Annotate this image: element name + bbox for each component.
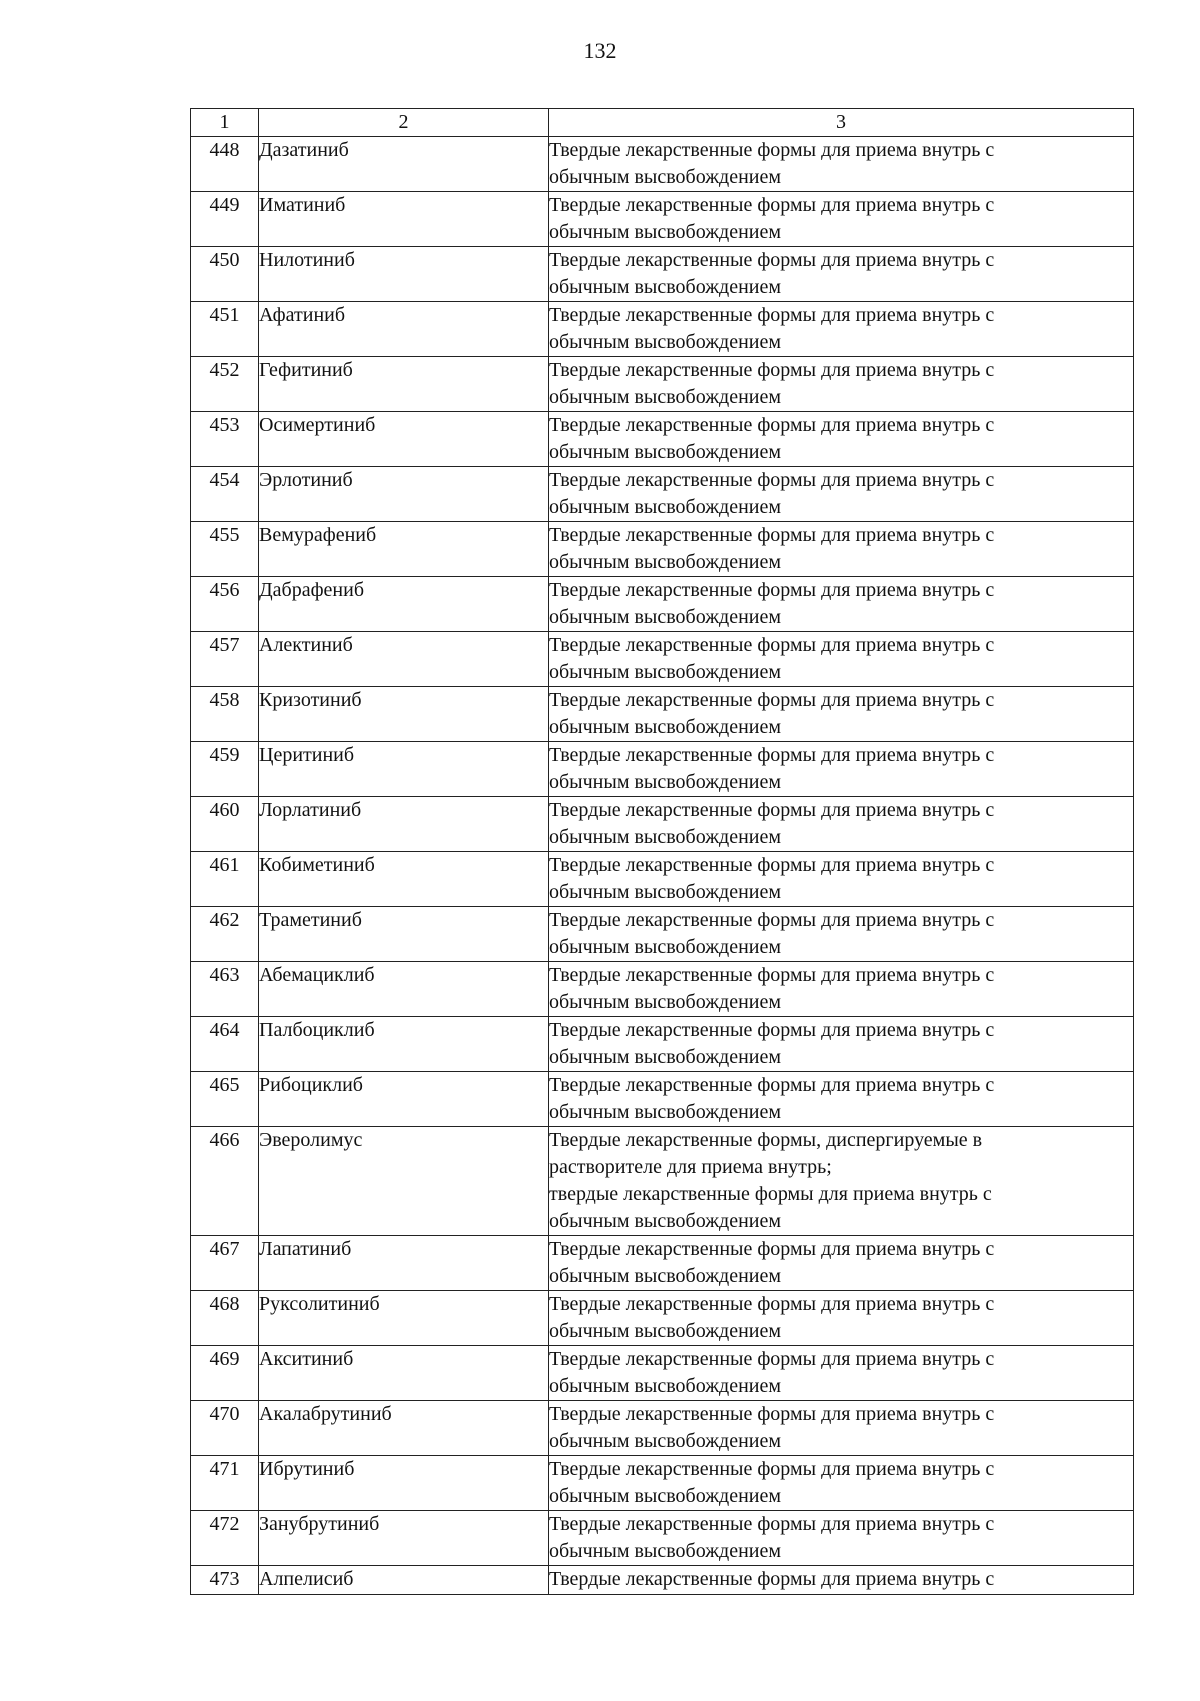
- row-number-cell: 460: [191, 797, 259, 852]
- dosage-form-cell: Твердые лекарственные формы для приема внутрь с: [549, 1566, 1134, 1595]
- table-row: [191, 1291, 1134, 1346]
- drug-name-cell: Лапатиниб: [259, 1236, 549, 1291]
- dosage-form-cell: Твердые лекарственные формы для приема внутрь с обычным высвобождением: [549, 742, 1134, 797]
- dosage-form-cell: Твердые лекарственные формы для приема внутрь с обычным высвобождением: [549, 1236, 1134, 1291]
- dosage-form-cell: Твердые лекарственные формы для приема внутрь с обычным высвобождением: [549, 302, 1134, 357]
- drug-name-cell: Ибрутиниб: [259, 1456, 549, 1511]
- dosage-form-cell: Твердые лекарственные формы для приема внутрь с обычным высвобождением: [549, 412, 1134, 467]
- row-number-cell: 456: [191, 577, 259, 632]
- row-number-cell: 461: [191, 852, 259, 907]
- row-number-cell: 459: [191, 742, 259, 797]
- table-row: [191, 192, 1134, 247]
- drug-table: [190, 108, 1134, 1595]
- header-col-2: 2: [259, 109, 549, 137]
- dosage-form-cell: Твердые лекарственные формы для приема внутрь с обычным высвобождением: [549, 962, 1134, 1017]
- dosage-form-cell: Твердые лекарственные формы для приема внутрь с обычным высвобождением: [549, 1346, 1134, 1401]
- drug-name-cell: Церитиниб: [259, 742, 549, 797]
- drug-name-cell: Алектиниб: [259, 632, 549, 687]
- dosage-form-cell: Твердые лекарственные формы для приема внутрь с обычным высвобождением: [549, 192, 1134, 247]
- dosage-form-cell: Твердые лекарственные формы для приема внутрь с обычным высвобождением: [549, 577, 1134, 632]
- table-row: [191, 1511, 1134, 1566]
- dosage-form-cell: Твердые лекарственные формы для приема внутрь с обычным высвобождением: [549, 1017, 1134, 1072]
- row-number-cell: 453: [191, 412, 259, 467]
- table-row: [191, 1072, 1134, 1127]
- drug-name-cell: Траметиниб: [259, 907, 549, 962]
- dosage-form-cell: Твердые лекарственные формы для приема внутрь с обычным высвобождением: [549, 1456, 1134, 1511]
- row-number-cell: 454: [191, 467, 259, 522]
- page-number: 132: [583, 38, 617, 63]
- row-number-cell: 462: [191, 907, 259, 962]
- header-col-3: 3: [549, 109, 1134, 137]
- table-row: [191, 247, 1134, 302]
- table-header-row: [191, 109, 1134, 137]
- row-number-cell: 466: [191, 1127, 259, 1236]
- dosage-form-cell: Твердые лекарственные формы для приема внутрь с обычным высвобождением: [549, 797, 1134, 852]
- table-row: [191, 797, 1134, 852]
- dosage-form-cell: Твердые лекарственные формы для приема внутрь с обычным высвобождением: [549, 907, 1134, 962]
- drug-table-body: [191, 109, 1134, 1595]
- table-row: [191, 687, 1134, 742]
- row-number-cell: 450: [191, 247, 259, 302]
- table-row: [191, 742, 1134, 797]
- row-number-cell: 467: [191, 1236, 259, 1291]
- table-row: [191, 632, 1134, 687]
- table-row: [191, 1401, 1134, 1456]
- drug-name-cell: Афатиниб: [259, 302, 549, 357]
- row-number-cell: 448: [191, 137, 259, 192]
- drug-name-cell: Кризотиниб: [259, 687, 549, 742]
- row-number-cell: 449: [191, 192, 259, 247]
- drug-name-cell: Абемациклиб: [259, 962, 549, 1017]
- row-number-cell: 464: [191, 1017, 259, 1072]
- table-row: [191, 1236, 1134, 1291]
- dosage-form-cell: Твердые лекарственные формы для приема внутрь с обычным высвобождением: [549, 1072, 1134, 1127]
- drug-name-cell: Палбоциклиб: [259, 1017, 549, 1072]
- row-number-cell: 465: [191, 1072, 259, 1127]
- row-number-cell: 451: [191, 302, 259, 357]
- table-row: [191, 137, 1134, 192]
- table-row: [191, 1566, 1134, 1595]
- dosage-form-cell: Твердые лекарственные формы для приема внутрь с обычным высвобождением: [549, 1291, 1134, 1346]
- dosage-form-cell: Твердые лекарственные формы, диспергируемые в растворителе для приема внутрь; твердые лекарственные формы для приема внутрь с обычным высвобождением: [549, 1127, 1134, 1236]
- table-row: [191, 522, 1134, 577]
- dosage-form-cell: Твердые лекарственные формы для приема внутрь с обычным высвобождением: [549, 632, 1134, 687]
- row-number-cell: 473: [191, 1566, 259, 1595]
- row-number-cell: 455: [191, 522, 259, 577]
- row-number-cell: 469: [191, 1346, 259, 1401]
- row-number-cell: 472: [191, 1511, 259, 1566]
- drug-name-cell: Нилотиниб: [259, 247, 549, 302]
- dosage-form-cell: Твердые лекарственные формы для приема внутрь с обычным высвобождением: [549, 137, 1134, 192]
- drug-name-cell: Акалабрутиниб: [259, 1401, 549, 1456]
- drug-name-cell: Дазатиниб: [259, 137, 549, 192]
- dosage-form-cell: Твердые лекарственные формы для приема внутрь с обычным высвобождением: [549, 357, 1134, 412]
- row-number-cell: 458: [191, 687, 259, 742]
- dosage-form-cell: Твердые лекарственные формы для приема внутрь с обычным высвобождением: [549, 1401, 1134, 1456]
- row-number-cell: 457: [191, 632, 259, 687]
- header-col-1: 1: [191, 109, 259, 137]
- table-row: [191, 907, 1134, 962]
- table-row: [191, 1127, 1134, 1236]
- dosage-form-cell: Твердые лекарственные формы для приема внутрь с обычным высвобождением: [549, 1511, 1134, 1566]
- drug-name-cell: Иматиниб: [259, 192, 549, 247]
- dosage-form-cell: Твердые лекарственные формы для приема внутрь с обычным высвобождением: [549, 687, 1134, 742]
- table-row: [191, 577, 1134, 632]
- row-number-cell: 471: [191, 1456, 259, 1511]
- drug-name-cell: Осимертиниб: [259, 412, 549, 467]
- table-row: [191, 1346, 1134, 1401]
- drug-name-cell: Вемурафениб: [259, 522, 549, 577]
- table-row: [191, 962, 1134, 1017]
- dosage-form-cell: Твердые лекарственные формы для приема внутрь с обычным высвобождением: [549, 247, 1134, 302]
- dosage-form-cell: Твердые лекарственные формы для приема внутрь с обычным высвобождением: [549, 852, 1134, 907]
- table-row: [191, 357, 1134, 412]
- table-row: [191, 412, 1134, 467]
- drug-name-cell: Рибоциклиб: [259, 1072, 549, 1127]
- dosage-form-cell: Твердые лекарственные формы для приема внутрь с обычным высвобождением: [549, 522, 1134, 577]
- drug-name-cell: Кобиметиниб: [259, 852, 549, 907]
- drug-name-cell: Дабрафениб: [259, 577, 549, 632]
- drug-name-cell: Гефитиниб: [259, 357, 549, 412]
- row-number-cell: 463: [191, 962, 259, 1017]
- table-row: [191, 302, 1134, 357]
- table-row: [191, 1017, 1134, 1072]
- dosage-form-cell: Твердые лекарственные формы для приема внутрь с обычным высвобождением: [549, 467, 1134, 522]
- table-row: [191, 852, 1134, 907]
- table-row: [191, 467, 1134, 522]
- drug-name-cell: Эверолимус: [259, 1127, 549, 1236]
- drug-name-cell: Лорлатиниб: [259, 797, 549, 852]
- drug-name-cell: Занубрутиниб: [259, 1511, 549, 1566]
- drug-name-cell: Руксолитиниб: [259, 1291, 549, 1346]
- row-number-cell: 468: [191, 1291, 259, 1346]
- row-number-cell: 470: [191, 1401, 259, 1456]
- table-row: [191, 1456, 1134, 1511]
- drug-name-cell: Акситиниб: [259, 1346, 549, 1401]
- drug-name-cell: Эрлотиниб: [259, 467, 549, 522]
- drug-name-cell: Алпелисиб: [259, 1566, 549, 1595]
- row-number-cell: 452: [191, 357, 259, 412]
